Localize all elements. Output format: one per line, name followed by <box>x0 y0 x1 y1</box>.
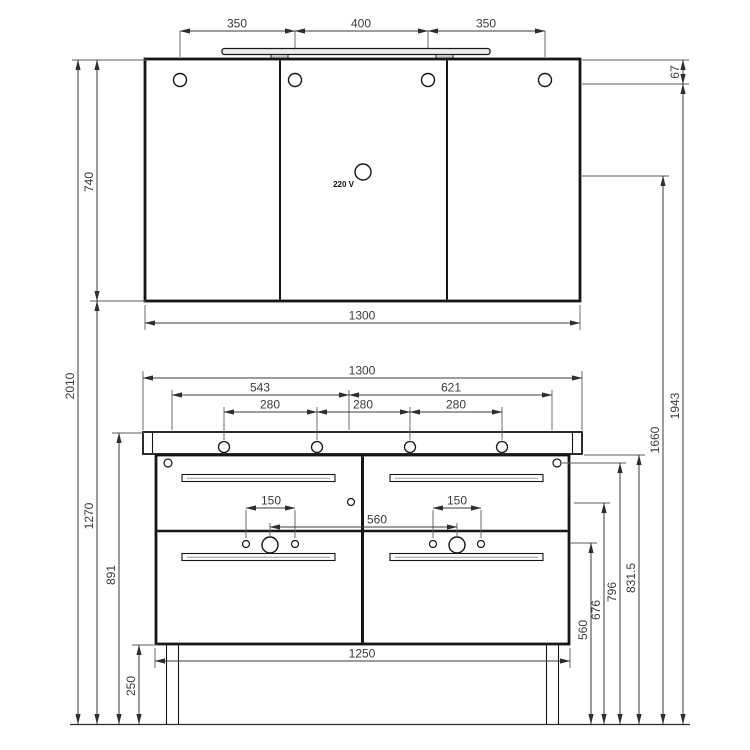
dim-span-right: 621 <box>440 380 462 395</box>
dim-hinge-offset-top: 67 <box>668 65 682 79</box>
dim-mirror-width: 1300 <box>348 308 376 323</box>
dim-pitch-2: 280 <box>352 397 374 412</box>
dim-socket-level: 1660 <box>648 426 662 454</box>
dim-hinge-left: 350 <box>226 16 248 31</box>
dim-worktop-height: 891 <box>104 564 118 586</box>
dim-plinth-height: 250 <box>124 675 138 697</box>
dim-drawer-center-span: 560 <box>366 512 388 527</box>
dim-hinge-right: 350 <box>475 16 497 31</box>
drawer-handle <box>390 554 543 561</box>
drawer-handle <box>182 554 335 561</box>
dim-worktop-width: 1300 <box>348 363 376 378</box>
washbasin-worktop <box>143 432 582 454</box>
dim-mid-hole-height: 676 <box>589 599 603 621</box>
dim-mirror-bottom-height: 1270 <box>82 502 96 530</box>
drawer-handle <box>182 475 335 482</box>
dim-hinge-level: 1943 <box>668 392 682 420</box>
mirror-cabinet <box>145 59 580 301</box>
socket-voltage-label: 220 V <box>333 180 354 189</box>
dim-pitch-3: 280 <box>445 397 467 412</box>
dim-drawer-hole-height: 560 <box>576 619 590 641</box>
dim-worktop-underside: 831.5 <box>624 562 638 594</box>
vanity-cabinet <box>156 455 569 644</box>
dim-mirror-height: 740 <box>82 171 96 193</box>
dim-hinge-center: 400 <box>350 16 372 31</box>
drawer-handle <box>390 475 543 482</box>
dim-overall-height: 2010 <box>63 372 77 400</box>
dim-cabinet-width: 1250 <box>348 646 376 661</box>
dim-span-left: 543 <box>249 380 271 395</box>
dim-drawer-pitch-right: 150 <box>446 493 468 508</box>
dim-side-hole-height: 796 <box>605 581 619 603</box>
dim-pitch-1: 280 <box>259 397 281 412</box>
dim-drawer-pitch-left: 150 <box>260 493 282 508</box>
